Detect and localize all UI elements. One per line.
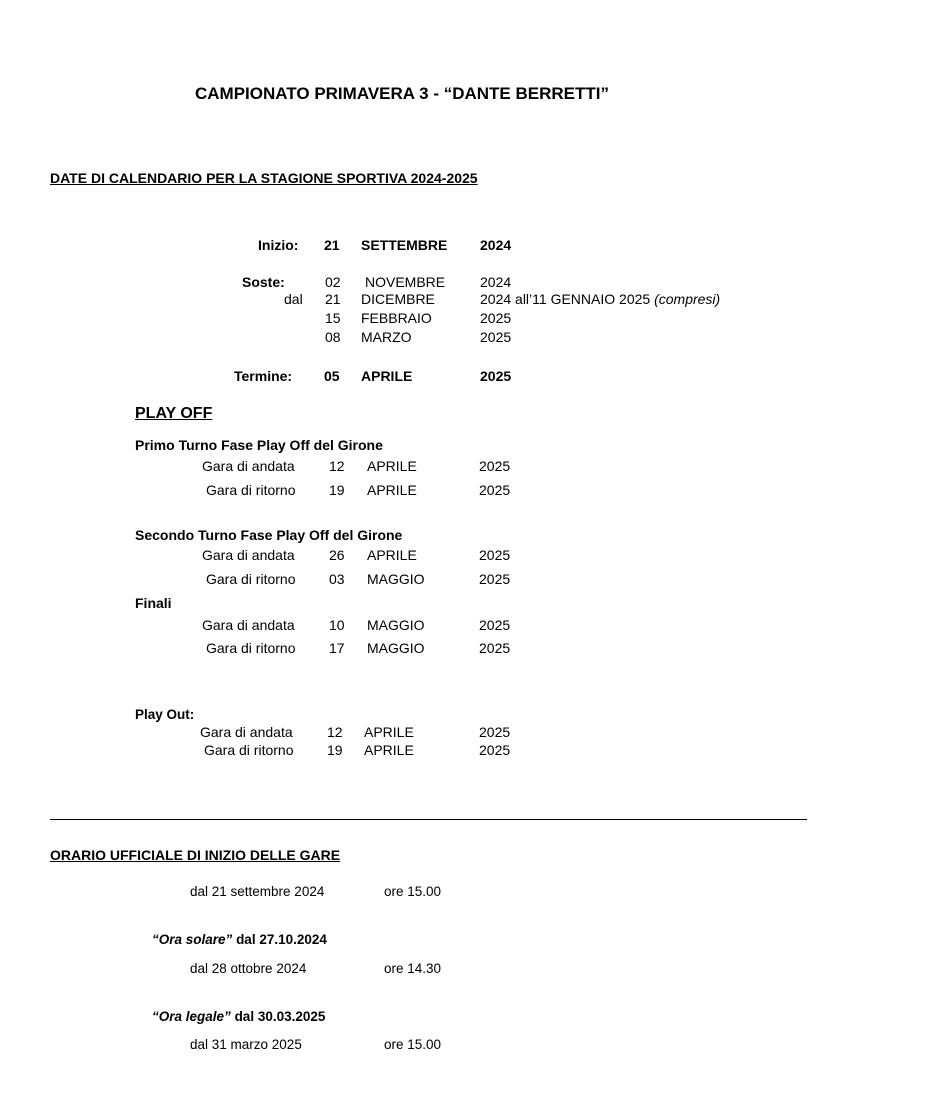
document-title: CAMPIONATO PRIMAVERA 3 - “DANTE BERRETTI” [195, 84, 609, 103]
gara-month: APRILE [364, 724, 414, 740]
termine-month: APRILE [361, 368, 413, 384]
primo-turno-title: Primo Turno Fase Play Off del Girone [135, 437, 383, 453]
soste-month: DICEMBRE [361, 291, 435, 307]
gara-year: 2025 [479, 640, 511, 656]
gara-label: Gara di andata [200, 724, 293, 740]
ora-solare-from: dal 27.10.2024 [236, 932, 327, 947]
ora-solare-date: dal 28 ottobre 2024 [190, 961, 307, 976]
gara-year: 2025 [479, 547, 511, 563]
soste-month: FEBBRAIO [361, 310, 432, 326]
orario-start-time: ore 15.00 [384, 884, 442, 899]
gara-day: 19 [329, 482, 345, 498]
termine-day: 05 [324, 368, 340, 384]
finali-title: Finali [135, 595, 172, 611]
ora-legale-time: ore 15.00 [384, 1037, 442, 1052]
gara-day: 03 [329, 571, 345, 587]
soste-year: 2025 [480, 329, 512, 345]
gara-label: Gara di ritorno [206, 640, 296, 656]
section-divider [50, 819, 807, 820]
gara-label: Gara di andata [202, 617, 295, 633]
gara-label: Gara di andata [202, 458, 295, 474]
ora-solare-time: ore 14.30 [384, 961, 442, 976]
gara-label: Gara di ritorno [206, 482, 296, 498]
orario-start-date: dal 21 settembre 2024 [190, 884, 325, 899]
inizio-year: 2024 [480, 237, 512, 253]
playoff-heading: PLAY OFF [135, 405, 213, 422]
gara-month: APRILE [367, 482, 417, 498]
inizio-day: 21 [324, 237, 340, 253]
gara-year: 2025 [479, 482, 511, 498]
inizio-month: SETTEMBRE [361, 237, 448, 253]
soste-day: 15 [325, 310, 341, 326]
termine-year: 2025 [480, 368, 512, 384]
gara-day: 10 [329, 617, 345, 633]
orario-heading: ORARIO UFFICIALE DI INIZIO DELLE GARE [50, 847, 341, 863]
ora-legale-date: dal 31 marzo 2025 [190, 1037, 302, 1052]
ora-legale-from: dal 30.03.2025 [234, 1009, 326, 1024]
gara-day: 12 [327, 724, 343, 740]
gara-year: 2025 [479, 724, 511, 740]
soste-day: 08 [325, 329, 341, 345]
gara-day: 12 [329, 458, 345, 474]
ora-solare-label: “Ora solare” [152, 932, 233, 947]
gara-month: APRILE [364, 742, 414, 758]
ora-legale-label: “Ora legale” [152, 1009, 231, 1024]
soste-range-text: 2024 all’11 GENNAIO 2025 [480, 291, 651, 307]
gara-year: 2025 [479, 617, 511, 633]
soste-year: 2024 [480, 274, 512, 290]
gara-label: Gara di ritorno [206, 571, 296, 587]
ora-solare-line [152, 932, 327, 947]
gara-month: MAGGIO [367, 617, 425, 633]
soste-dal-label: dal [284, 291, 303, 307]
gara-year: 2025 [479, 742, 511, 758]
soste-month: MARZO [361, 329, 412, 345]
soste-day: 21 [325, 291, 341, 307]
gara-month: APRILE [367, 547, 417, 563]
termine-label: Termine: [234, 368, 293, 384]
gara-month: MAGGIO [367, 571, 425, 587]
soste-day: 02 [325, 274, 341, 290]
playout-title: Play Out: [135, 707, 195, 722]
gara-label: Gara di ritorno [204, 742, 294, 758]
inizio-label: Inizio: [258, 237, 299, 253]
soste-month: NOVEMBRE [365, 274, 446, 290]
soste-year-range [480, 291, 720, 307]
gara-month: APRILE [367, 458, 417, 474]
gara-day: 19 [327, 742, 343, 758]
gara-year: 2025 [479, 458, 511, 474]
soste-year: 2025 [480, 310, 512, 326]
soste-range-note: (compresi) [654, 291, 721, 307]
gara-day: 26 [329, 547, 345, 563]
gara-month: MAGGIO [367, 640, 425, 656]
soste-label: Soste: [242, 274, 285, 290]
secondo-turno-title: Secondo Turno Fase Play Off del Girone [135, 527, 403, 543]
gara-label: Gara di andata [202, 547, 295, 563]
ora-legale-line [152, 1009, 325, 1024]
gara-day: 17 [329, 640, 345, 656]
calendar-heading: DATE DI CALENDARIO PER LA STAGIONE SPORTIVA 2024-2025 [50, 170, 478, 186]
gara-year: 2025 [479, 571, 511, 587]
